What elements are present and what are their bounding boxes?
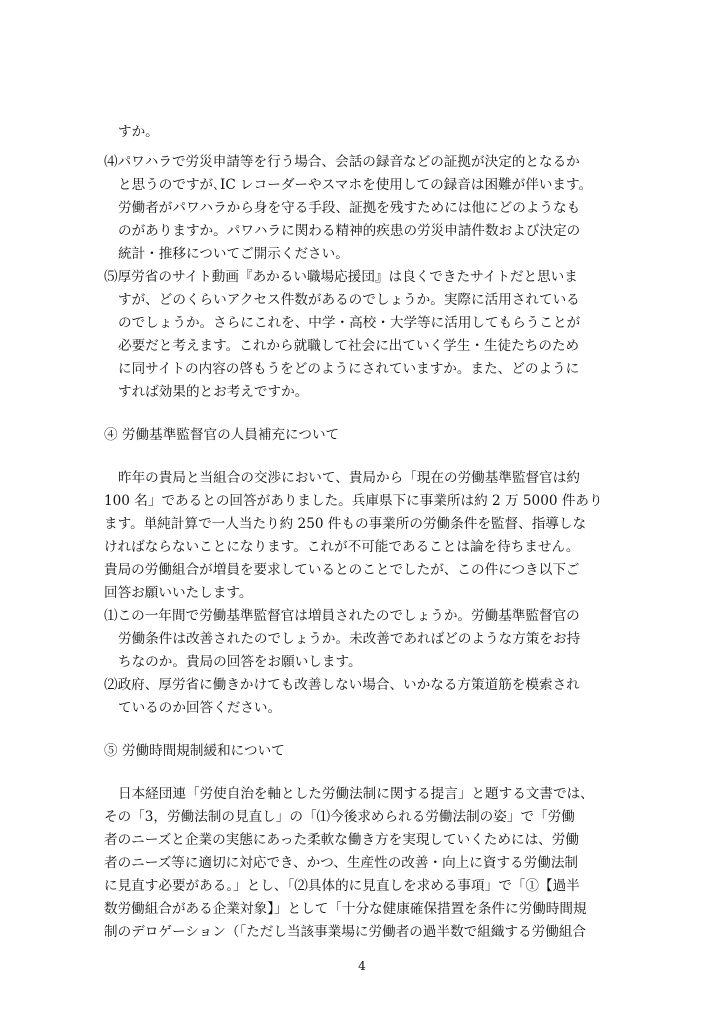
text-line: 日本経団連「労使自治を軸とした労働法制に関する提言」と題する文書では、 bbox=[118, 786, 594, 802]
text-line: 労働者がパワハラから身を守る手段、証拠を残すためには他にどのようなも bbox=[118, 200, 581, 216]
text-line: 回答お願いいたします。 bbox=[104, 585, 253, 601]
text-line: 者のニーズと企業の実態にあった柔軟な働き方を実現していくためには、労働 bbox=[104, 832, 579, 848]
page-number: 4 bbox=[358, 959, 366, 973]
text-line: すれば効果的とお考えですか。 bbox=[118, 384, 309, 400]
text-line: 昨年の貴局と当組合の交渉において、貴局から「現在の労働基準監督官は約 bbox=[118, 470, 580, 486]
text-line: 貴局の労働組合が増員を要求しているとのことでしたが、この件につき以下ご bbox=[104, 562, 580, 578]
text-line: ⑴この一年間で労働基準監督官は増員されたのでしょうか。労働基準監督官の bbox=[104, 608, 580, 624]
text-line: 必要だと考えます。これから就職して社会に出ていく学生・生徒たちのため bbox=[118, 338, 580, 354]
text-line: ⑸厚労省のサイト動画『あかるい職場応援団』は良くできたサイトだと思いま bbox=[104, 269, 578, 285]
text-line: に同サイトの内容の啓もうをどのようにされていますか。また、どのように bbox=[118, 361, 580, 377]
section-heading: ⑤ 労働時間規制緩和について bbox=[104, 743, 285, 759]
text-line: 統計・推移についてご開示ください。 bbox=[118, 246, 349, 262]
section-heading: ④ 労働基準監督官の人員補充について bbox=[104, 427, 340, 443]
text-line: ます。単純計算で一人当たり約 250 件もの事業所の労働条件を監督、指導しな bbox=[104, 516, 587, 532]
text-line: 労働条件は改善されたのでしょうか。未改善であればどのような方策をお持 bbox=[118, 631, 581, 647]
text-line: 100 名」であるとの回答がありました。兵庫県下に事業所は約 2 万 5000 件あり bbox=[104, 493, 603, 509]
text-line: ⑷パワハラで労災申請等を行う場合、会話の録音などの証拠が決定的となるか bbox=[104, 154, 580, 170]
text-line: 数労働組合がある企業対象】」として「十分な健康確保措置を条件に労働時間規 bbox=[104, 901, 587, 917]
text-line: ⑵政府、厚労省に働きかけても改善しない場合、いかなる方策道筋を模索され bbox=[104, 677, 580, 693]
text-line: すが、どのくらいアクセス件数があるのでしょうか。実際に活用されている bbox=[118, 292, 580, 308]
text-line: ちなのか。貴局の回答をお願いします。 bbox=[118, 654, 362, 670]
text-line: と思うのですが､IC レコーダーやスマホを使用しての録音は困難が伴います。 bbox=[118, 177, 593, 193]
text-line: その「3，労働法制の見直し」の「⑴今後求められる労働法制の姿」で「労働 bbox=[104, 809, 575, 825]
text-line: のがありますか。パワハラに関わる精神的疾患の労災申請件数および決定の bbox=[118, 223, 581, 239]
text-line: 制のデロゲーション（「ただし当該事業場に労働者の過半数で組織する労働組合 bbox=[104, 924, 587, 940]
text-line: に見直す必要がある。」とし、「⑵具体的に見直しを求める事項」で「①【過半 bbox=[104, 878, 580, 894]
text-line: ているのか回答ください。 bbox=[118, 700, 282, 716]
text-line: のでしょうか。さらにこれを、中学・高校・大学等に活用してもらうことが bbox=[118, 315, 581, 331]
text-line: 者のニーズ等に適切に対応でき、かつ、生産性の改善・向上に資する労働法制 bbox=[104, 855, 579, 871]
text-line: すか。 bbox=[118, 124, 159, 140]
text-line: ければならないことになります。これが不可能であることは論を待ちません。 bbox=[104, 539, 580, 555]
